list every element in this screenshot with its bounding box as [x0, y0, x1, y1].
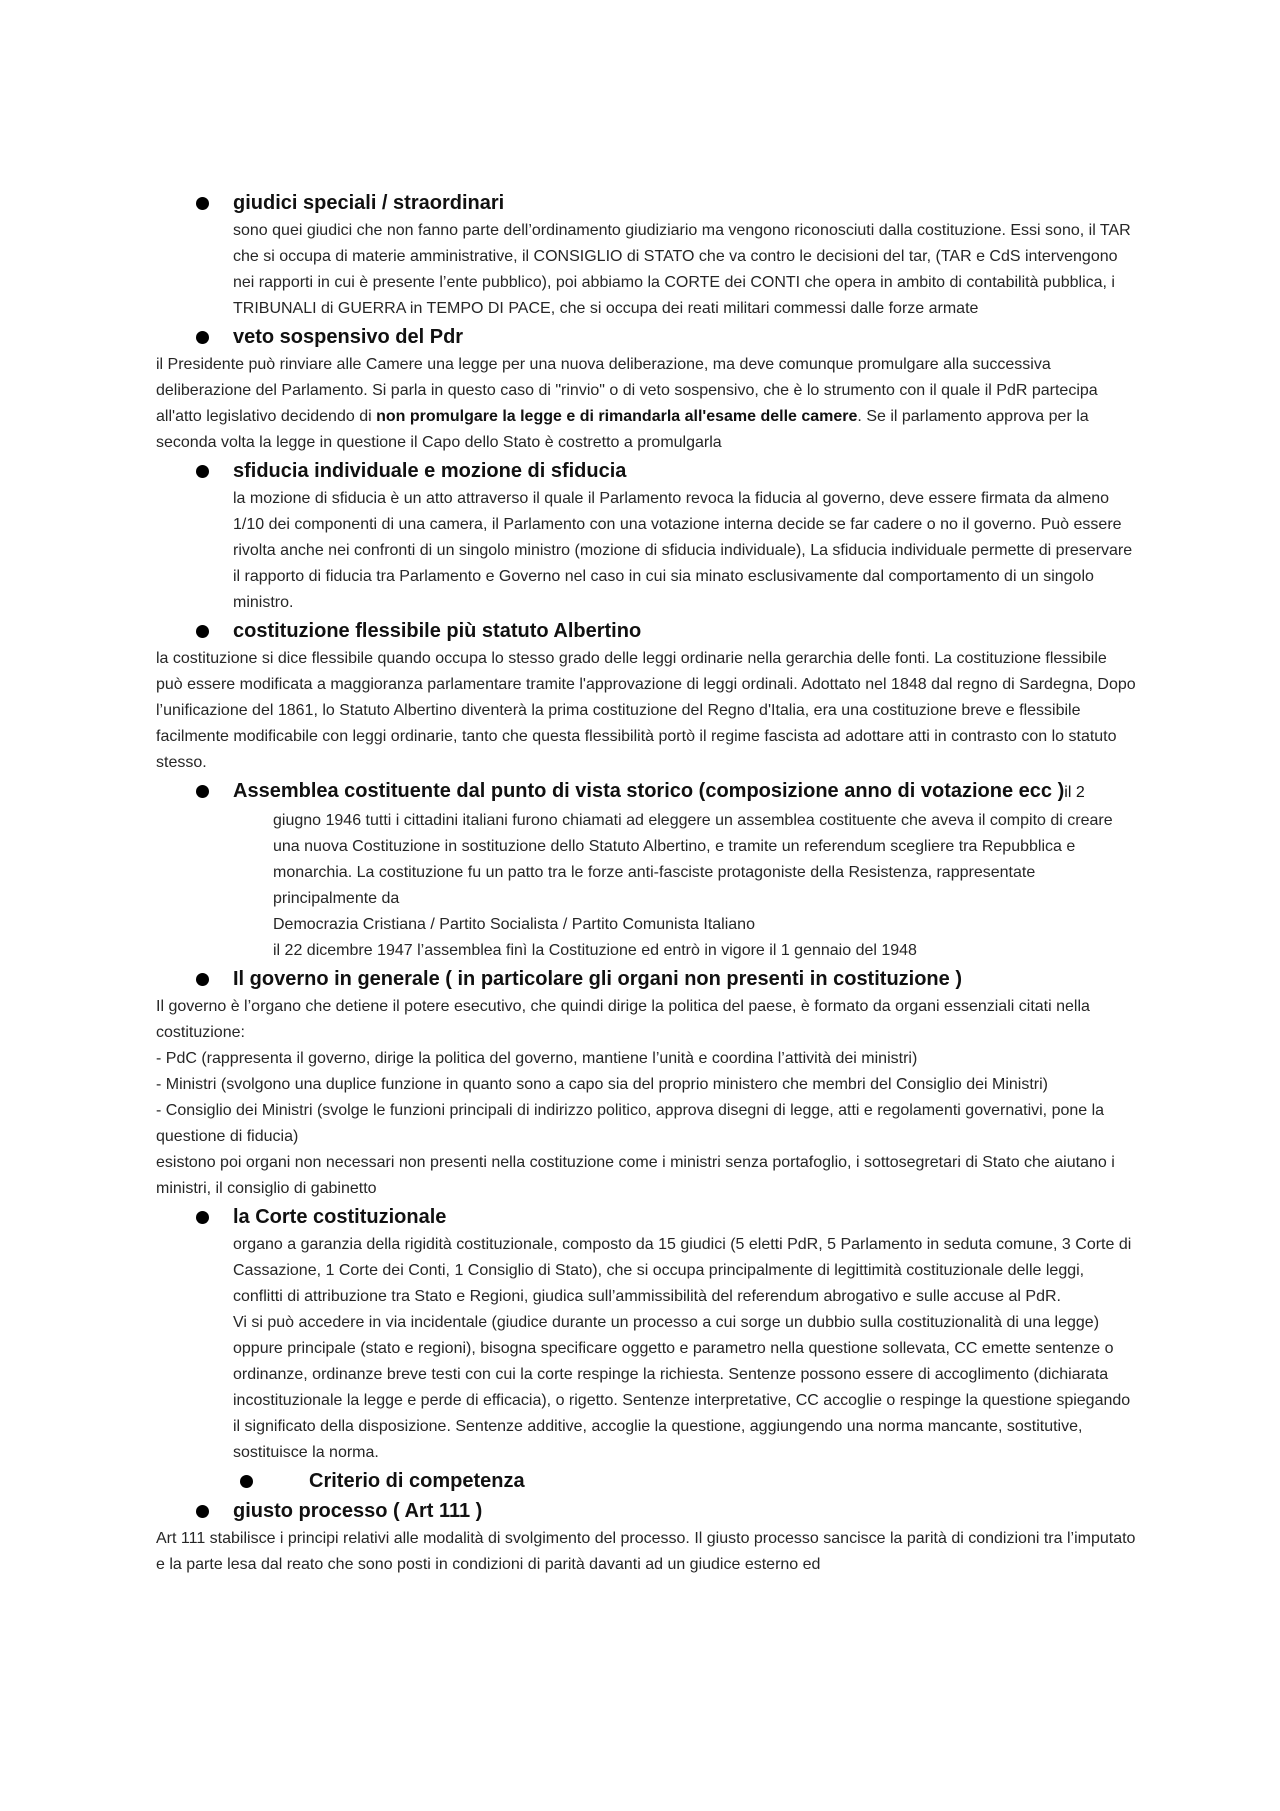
bullet-icon — [196, 1211, 209, 1224]
heading-giudici-speciali — [156, 188, 1136, 218]
bullet-icon — [196, 973, 209, 986]
heading-tail-text: il 2 — [1064, 784, 1085, 801]
heading-text: giudici speciali / straordinari — [233, 192, 505, 214]
bullet-icon — [196, 785, 209, 798]
list-item: - PdC (rappresenta il governo, dirige la politica del governo, mantiene l’unità e coordina l’attività dei ministri) — [156, 1050, 918, 1067]
heading-veto-sospensivo — [156, 322, 1136, 352]
paragraph-corte-costituzionale — [156, 1232, 1136, 1466]
paragraph-veto-sospensivo — [156, 352, 1136, 456]
heading-sfiducia — [156, 456, 1136, 486]
bullet-icon — [240, 1475, 253, 1488]
bullet-icon — [196, 331, 209, 344]
paragraph-governo — [156, 994, 1136, 1202]
veto-text-after: . Se il parlamento approva per la seconda volta la legge in questione il Capo dello Stato è costretto a promulgarla — [156, 408, 1089, 451]
heading-giusto-processo — [156, 1496, 1136, 1526]
assemblea-body: giugno 1946 tutti i cittadini italiani furono chiamati ad eleggere un assemblea costituente che aveva il compito di creare una nuova Costituzione in sostituzione dello Statuto Albertino, e tramite un referendum scegliere tra Repubblica e monarchia. La costituzione fu un patto tra le forze anti-fasciste protagoniste della Resistenza, rappresentate principalmente da — [273, 812, 1113, 907]
paragraph-costituzione-flessibile: la costituzione si dice flessibile quando occupa lo stesso grado delle leggi ordinarie nella gerarchia delle fonti. La costituzione flessibile può essere modificata a maggioranza parlamentare tramite l'approvazione di leggi ordinali. Adottato nel 1848 dal regno di Sardegna, Dopo l’unificazione del 1861, lo Statuto Albertino diventerà la prima costituzione del Regno d'Italia, era una costituzione breve e flessibile facilmente modificabile con leggi ordinarie, tanto che questa flessibilità portò il regime fascista ad adottare atti in contrasto con lo statuto stesso. — [156, 650, 1136, 771]
heading-assemblea-costituente — [156, 776, 1136, 808]
heading-text: la Corte costituzionale — [233, 1206, 447, 1228]
governo-intro: Il governo è l’organo che detiene il potere esecutivo, che quindi dirige la politica del paese, è formato da organi essenziali citati nella costituzione: — [156, 998, 1090, 1041]
paragraph-giudici-speciali: sono quei giudici che non fanno parte dell’ordinamento giudiziario ma vengono riconosciuti dalla costituzione. Essi sono, il TAR che si occupa di materie amministrative, il CONSIGLIO di STATO che va contro le decisioni del tar, (TAR e CdS intervengono nei rapporti in cui è presente l’ente pubblico), poi abbiamo la CORTE dei CONTI che opera in ambito di contabilità pubblica, i TRIBUNALI di GUERRA in TEMPO DI PACE, che si occupa dei reati militari commessi dalle forze armate — [233, 222, 1131, 317]
heading-text: veto sospensivo del Pdr — [233, 326, 464, 348]
heading-text: costituzione flessibile più statuto Albertino — [233, 620, 642, 642]
assemblea-parties: Democrazia Cristiana / Partito Socialista / Partito Comunista Italiano — [273, 916, 755, 933]
document-content — [156, 188, 1136, 1578]
veto-text-before: il Presidente può rinviare alle Camere una legge per una nuova deliberazione, ma deve comunque promulgare alla successiva deliberazione del Parlamento. Si parla in questo caso di "rinvio" o di veto sospensivo, che è lo strumento con il quale il PdR partecipa all'atto legislativo decidendo di — [156, 356, 1098, 425]
list-item: - Consiglio dei Ministri (svolge le funzioni principali di indirizzo politico, approva disegni di legge, atti e regolamenti governativi, pone la questione di fiducia) — [156, 1102, 1105, 1145]
governo-outro: esistono poi organi non necessari non presenti nella costituzione come i ministri senza portafoglio, i sottosegretari di Stato che aiutano i ministri, il consiglio di gabinetto — [156, 1154, 1115, 1197]
bullet-icon — [196, 197, 209, 210]
paragraph-sfiducia: la mozione di sfiducia è un atto attraverso il quale il Parlamento revoca la fiducia al governo, deve essere firmata da almeno 1/10 dei componenti di una camera, il Parlamento con una votazione interna decide se far cadere o no il governo. Può essere rivolta anche nei confronti di un singolo ministro (mozione di sfiducia individuale), La sfiducia individuale permette di preservare il rapporto di fiducia tra Parlamento e Governo nel caso in cui sia minato esclusivamente dal comportamento di un singolo ministro. — [233, 490, 1133, 611]
heading-corte-costituzionale — [156, 1202, 1136, 1232]
heading-criterio-competenza — [156, 1466, 1136, 1496]
heading-text: Il governo in generale ( in particolare gli organi non presenti in costituzione ) — [233, 968, 962, 990]
heading-text: Assemblea costituente dal punto di vista storico (composizione anno di votazione ecc ) — [233, 780, 1065, 802]
heading-text: sfiducia individuale e mozione di sfiducia — [233, 460, 627, 482]
heading-text: giusto processo ( Art 111 ) — [233, 1500, 483, 1522]
heading-governo — [156, 964, 1136, 994]
heading-costituzione-flessibile — [156, 616, 1136, 646]
list-item: - Ministri (svolgono una duplice funzione in quanto sono a capo sia del proprio ministero che membri del Consiglio dei Ministri) — [156, 1076, 1048, 1093]
bullet-icon — [196, 1505, 209, 1518]
paragraph-assemblea-costituente — [156, 808, 1136, 964]
assemblea-closing: il 22 dicembre 1947 l’assemblea finì la Costituzione ed entrò in vigore il 1 gennaio del 1948 — [273, 942, 917, 959]
paragraph-giusto-processo: Art 111 stabilisce i principi relativi alle modalità di svolgimento del processo. Il giusto processo sancisce la parità di condizioni tra l’imputato e la parte lesa dal reato che sono posti in condizioni di parità davanti ad un giudice esterno ed — [156, 1530, 1136, 1573]
heading-text: Criterio di competenza — [309, 1470, 525, 1492]
bullet-icon — [196, 465, 209, 478]
corte-body-1: organo a garanzia della rigidità costituzionale, composto da 15 giudici (5 eletti PdR, 5 Parlamento in seduta comune, 3 Corte di Cassazione, 1 Corte dei Conti, 1 Consiglio di Stato), che si occupa principalmente di legittimità costituzionale delle leggi, conflitti di attribuzione tra Stato e Regioni, giudica sull’ammissibilità del referendum abrogativo e sulle accuse al PdR. — [233, 1236, 1132, 1305]
bullet-icon — [196, 625, 209, 638]
veto-text-bold: non promulgare la legge e di rimandarla all'esame delle camere — [376, 408, 858, 425]
corte-body-2: Vi si può accedere in via incidentale (giudice durante un processo a cui sorge un dubbio sulla costituzionalità di una legge) oppure principale (stato e regioni), bisogna specificare oggetto e parametro nella questione sollevata, CC emette sentenze o ordinanze, ordinanze breve testi con cui la corte respinge la richiesta. Sentenze possono essere di accoglimento (dichiarata incostituzionale la legge e perde di efficacia), o rigetto. Sentenze interpretative, CC accoglie o respinge la questione spiegando il significato della disposizione. Sentenze additive, accoglie la questione, aggiungendo una norma mancante, sostitutive, sostituisce la norma. — [233, 1314, 1131, 1461]
